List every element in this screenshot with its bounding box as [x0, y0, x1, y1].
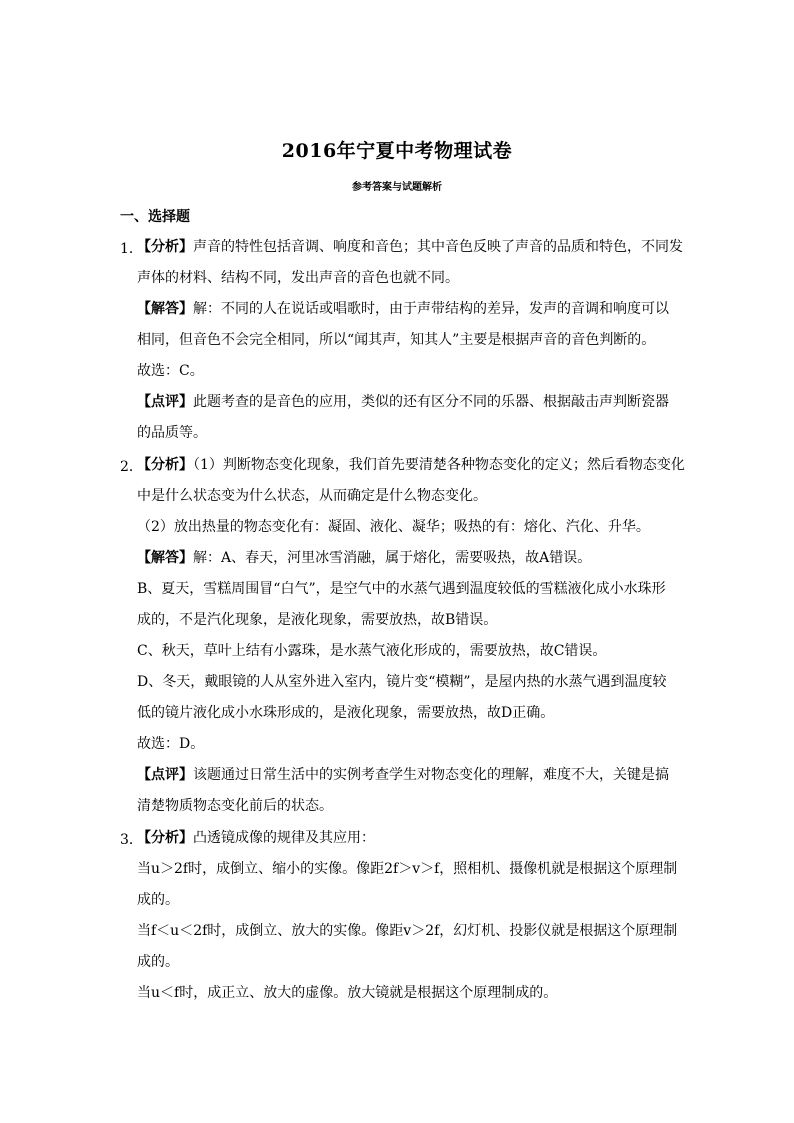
q1-analysis-line-1 — [137, 238, 683, 256]
q2-analysis-line-1 — [137, 456, 685, 474]
q2-choice: 故选：D。 — [137, 736, 205, 752]
q2-comment-line-2: 清楚物质物态变化前后的状态。 — [137, 798, 333, 814]
q2-comment-line-1 — [137, 766, 669, 784]
q1-analysis-line-2: 声体的材料、结构不同，发出声音的音色也就不同。 — [137, 270, 459, 286]
page-subtitle: 参考答案与试题解析 — [352, 182, 442, 193]
q2-analysis-line-2: 中是什么状态变为什么状态，从而确定是什么物态变化。 — [137, 488, 487, 504]
q2-answer-text-1: 解：A、春天，河里冰雪消融，属于熔化，需要吸热，故A错误。 — [193, 550, 592, 566]
q1-comment-line-1 — [137, 393, 669, 411]
q2-option-b-line-1: B、夏天，雪糕周围冒“白气”，是空气中的水蒸气遇到温度较低的雪糕液化成小水珠形 — [137, 581, 666, 597]
q1-comment-text-1: 此题考查的是音色的应用，类似的还有区分不同的乐器、根据敲击声判断瓷器 — [193, 394, 669, 410]
comment-tag: 【点评】 — [137, 394, 193, 410]
question-number-2: 2． — [120, 459, 143, 475]
q3-line-1: 当u＞2f时，成倒立、缩小的实像。像距2f＞v＞f，照相机、摄像机就是根据这个原理制 — [137, 861, 678, 877]
q2-option-d-line-1: D、冬天，戴眼镜的人从室外进入室内，镜片变“模糊”，是屋内热的水蒸气遇到温度较 — [137, 674, 667, 690]
answer-tag: 【解答】 — [137, 301, 193, 317]
analysis-tag: 【分析】 — [137, 830, 193, 846]
q3-analysis-text-1: 凸透镜成像的规律及其应用： — [193, 830, 375, 846]
q2-option-d-line-2: 低的镜片液化成小水珠形成的，是液化现象，需要放热，故D正确。 — [137, 705, 555, 721]
q2-option-b-line-2: 成的，不是汽化现象，是液化现象，需要放热，故B错误。 — [137, 612, 498, 628]
q1-comment-line-2: 的品质等。 — [137, 425, 207, 441]
q1-answer-text-1: 解：不同的人在说话或唱歌时，由于声带结构的差异，发声的音调和响度可以 — [193, 301, 669, 317]
q1-choice: 故选：C。 — [137, 363, 204, 379]
q3-line-2: 成的。 — [137, 892, 179, 908]
comment-tag: 【点评】 — [137, 767, 193, 783]
q1-answer-line-2: 相同，但音色不会完全相同，所以“闻其声，知其人”主要是根据声音的音色判断的。 — [137, 332, 656, 348]
page-title: 2016年宁夏中考物理试卷 — [281, 140, 513, 162]
q1-analysis-text-1: 声音的特性包括音调、响度和音色；其中音色反映了声音的品质和特色，不同发 — [193, 239, 683, 255]
q2-analysis-line-3: （2）放出热量的物态变化有：凝固、液化、凝华；吸热的有：熔化、汽化、升华。 — [137, 519, 650, 535]
q2-answer-line-1 — [137, 549, 591, 567]
q3-analysis-line-1 — [137, 829, 375, 847]
q3-line-3: 当f＜u＜2f时，成倒立、放大的实像。像距v＞2f，幻灯机、投影仪就是根据这个原理制 — [137, 923, 678, 939]
question-number-1: 1． — [120, 241, 143, 257]
q1-answer-line-1 — [137, 300, 669, 318]
q2-option-c-line: C、秋天，草叶上结有小露珠，是水蒸气液化形成的，需要放热，故C错误。 — [137, 643, 607, 659]
analysis-tag: 【分析】 — [137, 457, 193, 473]
q2-analysis-text-1: （1）判断物态变化现象，我们首先要清楚各种物态变化的定义；然后看物态变化 — [193, 457, 685, 473]
analysis-tag: 【分析】 — [137, 239, 193, 255]
q3-line-5: 当u＜f时，成正立、放大的虚像。放大镜就是根据这个原理制成的。 — [137, 985, 558, 1001]
answer-tag: 【解答】 — [137, 550, 193, 566]
question-number-3: 3． — [120, 832, 143, 848]
section-heading: 一、选择题 — [120, 209, 190, 225]
q2-comment-text-1: 该题通过日常生活中的实例考查学生对物态变化的理解，难度不大，关键是搞 — [193, 767, 669, 783]
q3-line-4: 成的。 — [137, 954, 179, 970]
